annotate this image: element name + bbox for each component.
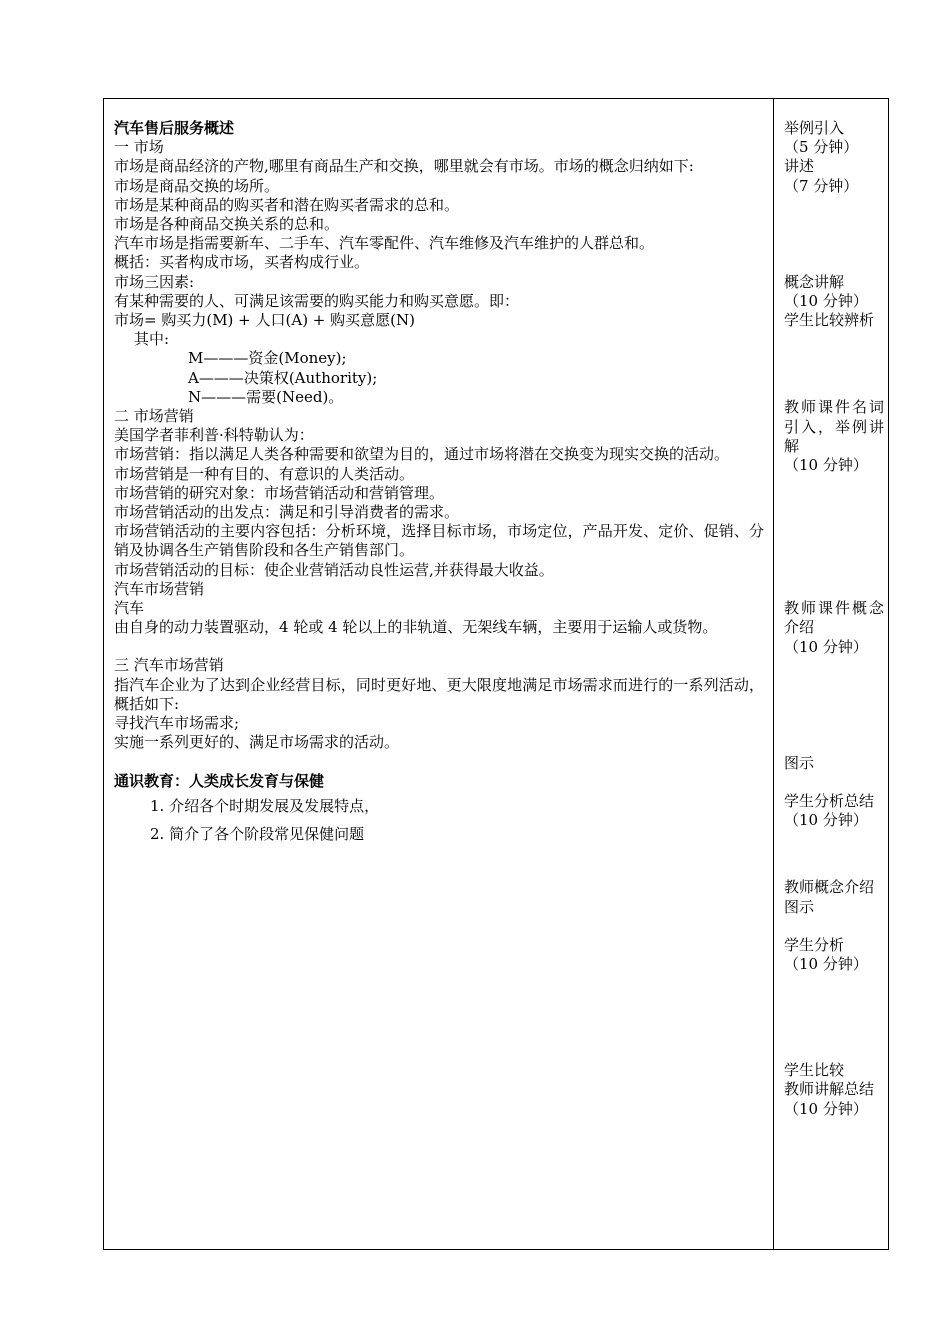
- paragraph: 市场三因素:: [114, 272, 195, 291]
- paragraph: 由自身的动力装置驱动，4 轮或 4 轮以上的非轨道、无架线车辆，主要用于运输人或货物。: [114, 618, 718, 637]
- method-note: 学生比较辨析: [784, 311, 875, 330]
- section-title: 汽车售后服务概述: [114, 119, 235, 137]
- lesson-table: [103, 98, 889, 1250]
- paragraph: 市场营销活动的出发点：满足和引导消费者的需求。: [114, 503, 460, 522]
- time-note: （5 分钟）: [784, 138, 859, 157]
- method-note: 教师概念介绍: [784, 878, 875, 897]
- content-column: [114, 119, 764, 853]
- paragraph: 市场是商品交换的场所。: [114, 176, 280, 195]
- time-note: （10 分钟）: [784, 637, 868, 656]
- numbered-list: [114, 797, 764, 844]
- heading-market: 一 市场: [114, 138, 164, 157]
- time-note: （7 分钟）: [784, 176, 859, 195]
- method-note: 图示: [784, 897, 815, 916]
- formula-term-n: N———需要(Need)。: [188, 387, 344, 406]
- paragraph: 市场营销：指以满足人类各种需要和欲望为目的，通过市场将潜在交换变为现实交换的活动。: [114, 445, 730, 464]
- method-note: 举例引入: [784, 119, 845, 137]
- column-divider: [773, 99, 774, 1249]
- paragraph: 实施一系列更好的、满足市场需求的活动。: [114, 733, 400, 752]
- formula-term-a: A———决策权(Authority);: [188, 368, 378, 387]
- heading-auto-marketing: 三 汽车市场营销: [114, 656, 224, 675]
- time-note: （10 分钟）: [784, 456, 868, 475]
- paragraph: 市场是某种商品的购买者和潜在购买者需求的总和。: [114, 195, 460, 214]
- formula: 市场= 购买力(M) + 人口(A) + 购买意愿(N): [114, 311, 415, 330]
- paragraph: 市场营销活动的目标：使企业营销活动良性运营,并获得最大收益。: [114, 560, 554, 579]
- formula-term-m: M———资金(Money);: [188, 349, 347, 368]
- method-note: 讲述: [784, 157, 815, 176]
- method-note: 图示: [784, 753, 815, 772]
- paragraph: 指汽车企业为了达到企业经营目标，同时更好地、更大限度地满足市场需求而进行的一系列活动，概括如下:: [114, 675, 764, 713]
- paragraph: 美国学者菲利普·科特勒认为：: [114, 426, 314, 445]
- paragraph: 汽车: [114, 599, 145, 618]
- paragraph: 有某种需要的人、可满足该需要的购买能力和购买意愿。即：: [114, 291, 520, 310]
- paragraph: 市场是商品经济的产物,哪里有商品生产和交换，哪里就会有市场。市场的概念归纳如下:: [114, 157, 694, 176]
- paragraph: 汽车市场营销: [114, 579, 205, 598]
- time-note: （10 分钟）: [784, 955, 868, 974]
- list-item: 2. 简介了各个阶段常见保健问题: [150, 824, 365, 843]
- paragraph: 寻找汽车市场需求;: [114, 714, 240, 733]
- time-note: （10 分钟）: [784, 292, 868, 311]
- method-note: 学生分析总结: [784, 792, 875, 811]
- paragraph: 市场营销是一种有目的、有意识的人类活动。: [114, 464, 415, 483]
- method-column: [784, 119, 884, 1119]
- section-title-2: 通识教育：人类成长发育与保健: [114, 771, 325, 790]
- paragraph: 市场是各种商品交换关系的总和。: [114, 215, 340, 234]
- time-note: （10 分钟）: [784, 1099, 868, 1118]
- method-note: 学生比较: [784, 1061, 845, 1080]
- method-note: 概念讲解: [784, 272, 845, 291]
- time-note: （10 分钟）: [784, 811, 868, 830]
- method-note: 教师讲解总结: [784, 1080, 875, 1099]
- method-note: 教师课件名词引入，举例讲解: [784, 398, 884, 455]
- heading-marketing: 二 市场营销: [114, 407, 194, 426]
- list-item: 1. 介绍各个时期发展及发展特点，: [150, 796, 380, 815]
- method-note: 教师课件概念介绍: [784, 599, 884, 637]
- paragraph: 概括：买者构成市场，买者构成行业。: [114, 253, 370, 272]
- method-note: 学生分析: [784, 935, 845, 954]
- paragraph: 其中:: [134, 330, 170, 349]
- paragraph: 市场营销的研究对象：市场营销活动和营销管理。: [114, 483, 445, 502]
- paragraph: 汽车市场是指需要新车、二手车、汽车零配件、汽车维修及汽车维护的人群总和。: [114, 234, 655, 253]
- paragraph: 市场营销活动的主要内容包括：分析环境，选择目标市场，市场定位，产品开发、定价、促销、分销及协调各生产销售阶段和各生产销售部门。: [114, 522, 764, 560]
